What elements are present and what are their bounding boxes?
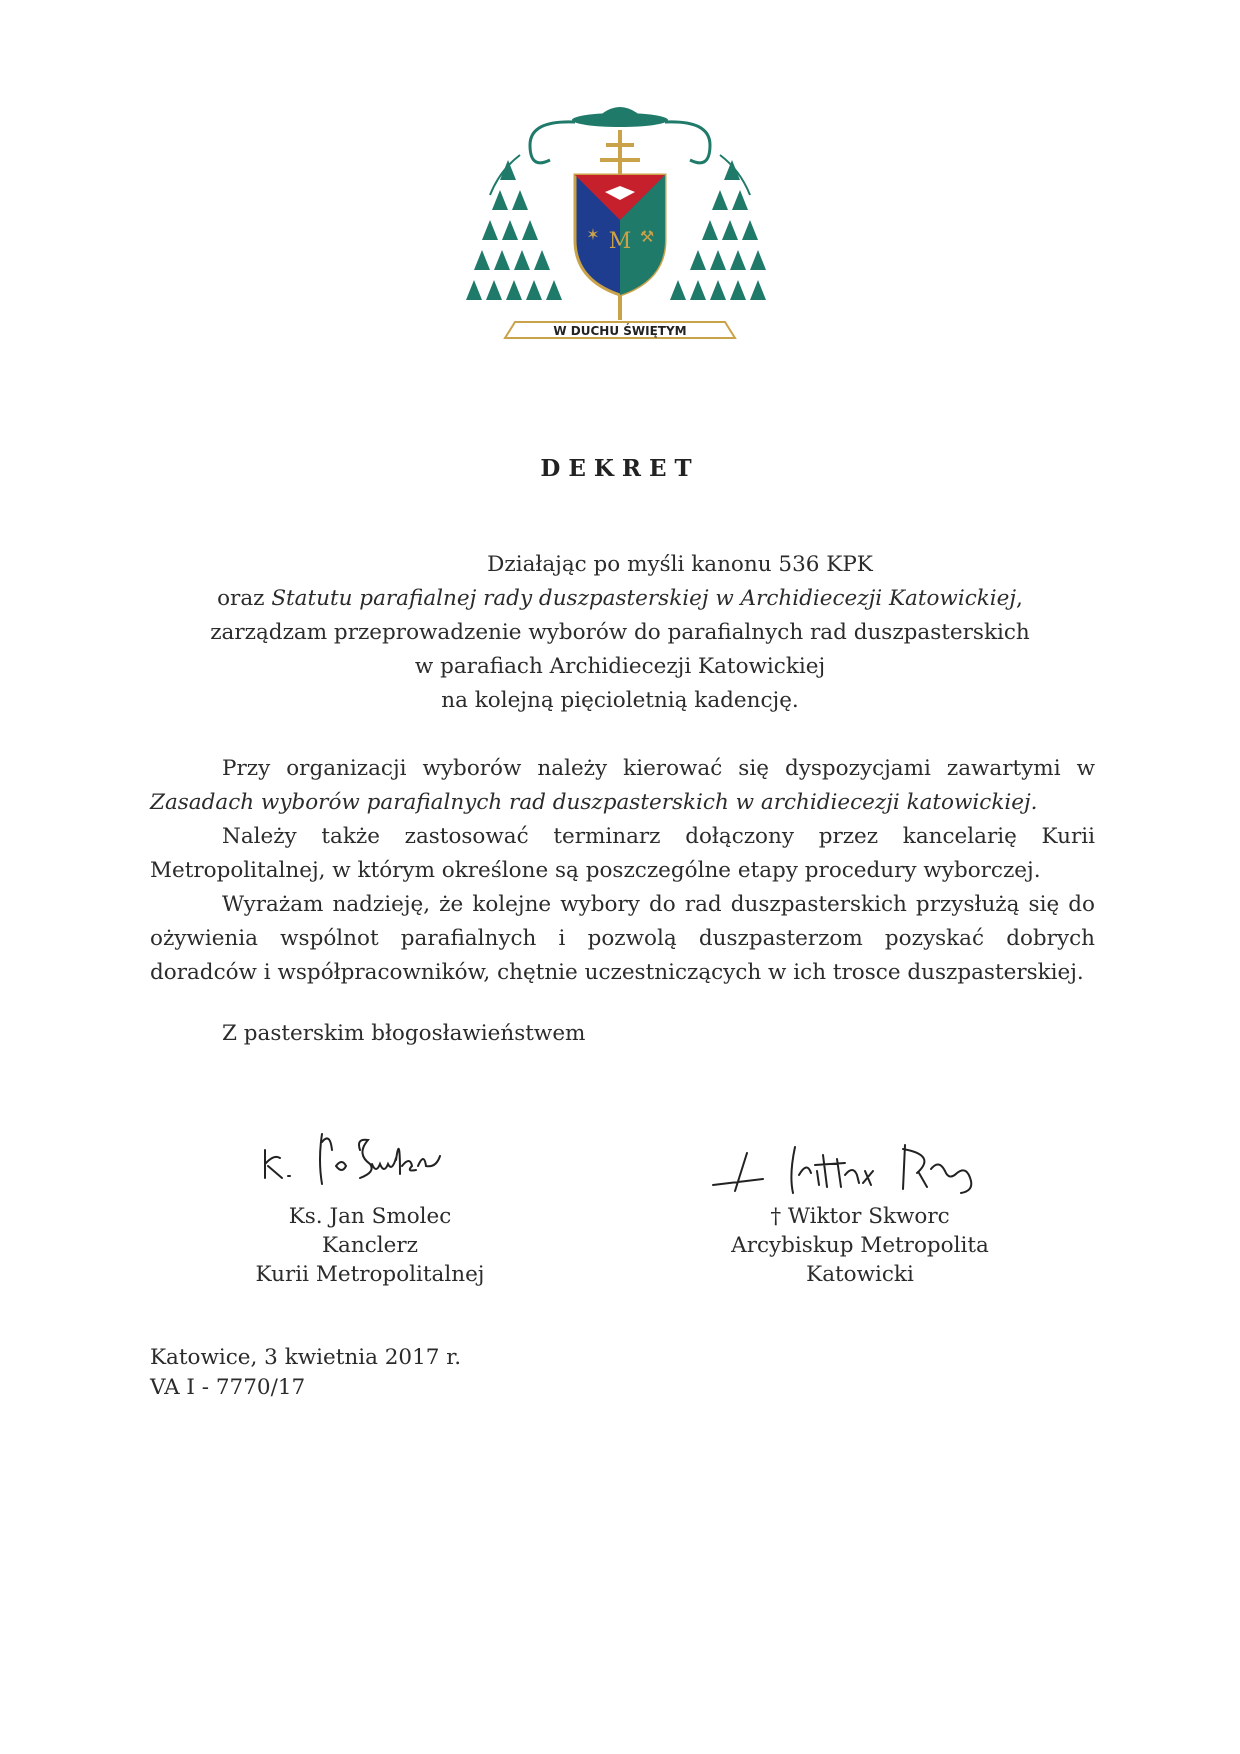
intro-line-4: w parafiach Archidiecezji Katowickiej bbox=[414, 654, 826, 679]
signer-unit-left: Kurii Metropolitalnej bbox=[255, 1262, 485, 1287]
signature-block-right bbox=[700, 1202, 1020, 1289]
signer-name-right: † Wiktor Skworc bbox=[770, 1204, 950, 1229]
intro-line-5: na kolejną pięcioletnią kadencję. bbox=[441, 688, 799, 713]
svg-text:⚒: ⚒ bbox=[639, 227, 655, 246]
signature-block-left bbox=[240, 1202, 500, 1289]
signer-unit-right: Katowicki bbox=[806, 1262, 914, 1287]
svg-text:✶: ✶ bbox=[586, 225, 600, 244]
document-title: DEKRET bbox=[540, 455, 700, 482]
signature-left bbox=[260, 1120, 480, 1190]
paragraph-3: Wyrażam nadzieję, że kolejne wybory do rad duszpasterskich przysłużą się do ożywienia wspólnot parafialnych i pozwolą duszpasterzom pozyskać dobrych doradców i współpracowników, chętnie uczestniczących w ich trosce duszpasterskiej. bbox=[150, 892, 1095, 985]
archbishop-coat-of-arms bbox=[460, 100, 780, 370]
paragraph-1: Przy organizacji wyborów należy kierować się dyspozycjami zawartymi w Zasadach wyborów parafialnych rad duszpasterskich w archidiecezji katowickiej. bbox=[150, 756, 1095, 815]
motto-text: W DUCHU ŚWIĘTYM bbox=[553, 324, 687, 338]
closing-formula: Z pasterskim błogosławieństwem bbox=[222, 1021, 586, 1046]
intro-line-3: zarządzam przeprowadzenie wyborów do parafialnych rad duszpasterskich bbox=[210, 620, 1030, 645]
signature-right bbox=[705, 1125, 1005, 1200]
signer-role-right: Arcybiskup Metropolita bbox=[731, 1233, 989, 1258]
reference-number: VA I - 7770/17 bbox=[150, 1375, 306, 1400]
intro-line-2: oraz Statutu parafialnej rady duszpasterskiej w Archidiecezji Katowickiej, bbox=[217, 586, 1023, 611]
intro-line-1: Działając po myśli kanonu 536 KPK bbox=[487, 552, 873, 577]
paragraph-2: Należy także zastosować terminarz dołączony przez kancelarię Kurii Metropolitalnej, w którym określone są poszczególne etapy procedury wyborczej. bbox=[150, 824, 1095, 883]
signer-name-left: Ks. Jan Smolec bbox=[288, 1204, 452, 1229]
footer-block bbox=[150, 1343, 461, 1403]
place-date: Katowice, 3 kwietnia 2017 r. bbox=[150, 1345, 462, 1370]
svg-text:M: M bbox=[608, 229, 632, 254]
signer-role-left: Kanclerz bbox=[322, 1233, 418, 1258]
